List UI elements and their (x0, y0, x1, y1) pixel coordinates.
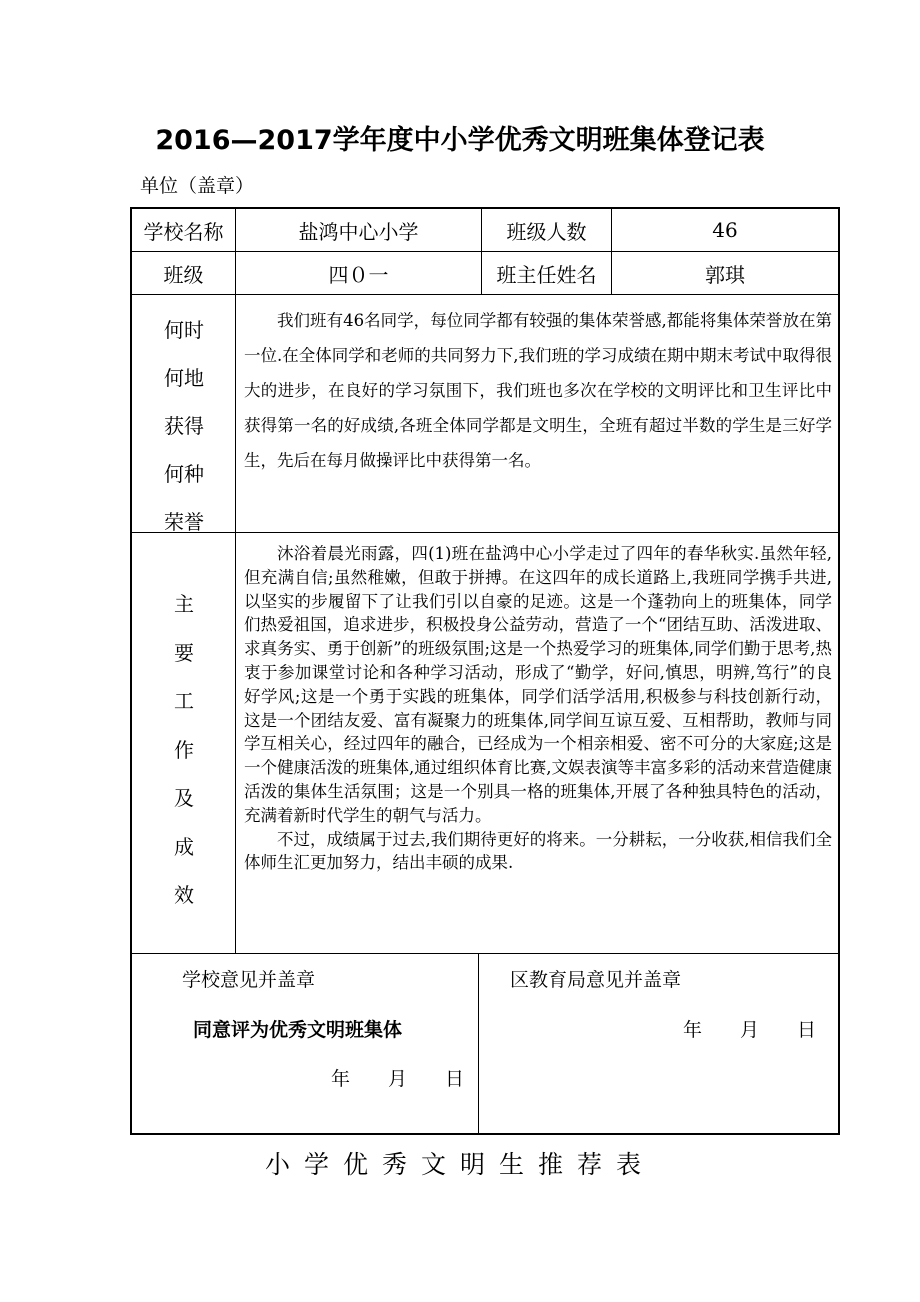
honor-label-line: 获得 (164, 414, 204, 438)
honor-label-line: 何时 (164, 318, 204, 342)
work-section-label (132, 580, 236, 920)
class-label: 班级 (163, 262, 204, 287)
class-size-label: 班级人数 (506, 219, 587, 244)
work-label-char: 工 (174, 689, 194, 713)
row-divider (132, 532, 838, 533)
honor-text: 我们班有46名同学，每位同学都有较强的集体荣誉感,都能将集体荣誉放在第一位.在全体同学和老师的共同努力下,我们班的学习成绩在期中期末考试中取得很大的进步，在良好的学习氛围下，我们班也多次在学校的文明评比和卫生评比中获得第一名的好成绩,各班全体同学都是文明生，全班有超过半数的学生是三好学生，先后在每月做操评比中获得第一名。 (244, 311, 832, 470)
head-teacher-label: 班主任姓名 (496, 262, 597, 287)
honor-label-line: 何种 (164, 462, 204, 486)
work-label-char: 及 (174, 786, 194, 810)
form-title: 2016—2017学年度中小学优秀文明班集体登记表 (155, 125, 765, 156)
work-paragraph-1: 沐浴着晨光雨露，四(1)班在盐鸿中心小学走过了四年的春华秋实.虽然年轻,但充满自信;虽然稚嫩，但敢于拼搏。在这四年的成长道路上,我班同学携手共进,以坚实的步履留下了让我们引以自豪的足迹。这是一个蓬勃向上的班集体，同学们热爱祖国，追求进步，积极投身公益劳动，营造了一个“团结互助、活泼进取、求真务实、勇于创新”的班级氛围;这是一个热爱学习的班集体,同学们勤于思考,热衷于参加课堂讨论和各种学习活动，形成了“勤学，好问,慎思，明辨,笃行”的良好学风;这是一个勇于实践的班集体，同学们活学活用,积极参与科技创新行动，这是一个团结友爱、富有凝聚力的班集体,同学间互谅互爱、互相帮助，教师与同学互相关心，经过四年的融合，已经成为一个相亲相爱、密不可分的大家庭;这是一个健康活泼的班集体,通过组织体育比赛,文娱表演等丰富多彩的活动来营造健康活泼的集体生活氛围；这是一个别具一格的班集体,开展了各种独具特色的活动，充满着新时代学生的朝气与活力。 (244, 544, 832, 825)
honor-description (244, 303, 832, 478)
next-form-title: 小学优秀文明生推荐表 (264, 1150, 655, 1179)
school-opinion-text: 同意评为优秀文明班集体 (193, 1019, 403, 1041)
work-label-char: 作 (174, 737, 194, 762)
unit-stamp-label: 单位（盖章） (140, 175, 255, 197)
column-divider (478, 954, 479, 1133)
honor-label-line: 何地 (164, 366, 204, 390)
work-label-char: 要 (174, 640, 194, 665)
school-name-label: 学校名称 (143, 219, 224, 244)
school-date: 年 月 日 (331, 1068, 465, 1090)
class-size-value: 46 (712, 218, 738, 242)
head-teacher-value: 郭琪 (705, 262, 745, 287)
honor-label-line: 荣誉 (164, 510, 204, 534)
work-description (244, 542, 832, 875)
honor-section-label (132, 306, 236, 546)
work-label-char: 主 (174, 592, 194, 616)
bureau-date: 年 月 日 (683, 1019, 817, 1041)
work-label-char: 效 (174, 883, 194, 907)
school-opinion-label: 学校意见并盖章 (182, 969, 316, 991)
school-name-value: 盐鸿中心小学 (298, 219, 419, 244)
row-divider (132, 953, 838, 954)
work-label-char: 成 (174, 834, 194, 859)
work-paragraph-2: 不过，成绩属于过去,我们期待更好的将来。一分耕耘，一分收获,相信我们全体师生汇更加努力，结出丰硕的成果. (244, 829, 832, 873)
class-value: 四０一 (328, 262, 389, 287)
row-divider (132, 294, 838, 295)
bureau-opinion-label: 区教育局意见并盖章 (510, 969, 682, 991)
